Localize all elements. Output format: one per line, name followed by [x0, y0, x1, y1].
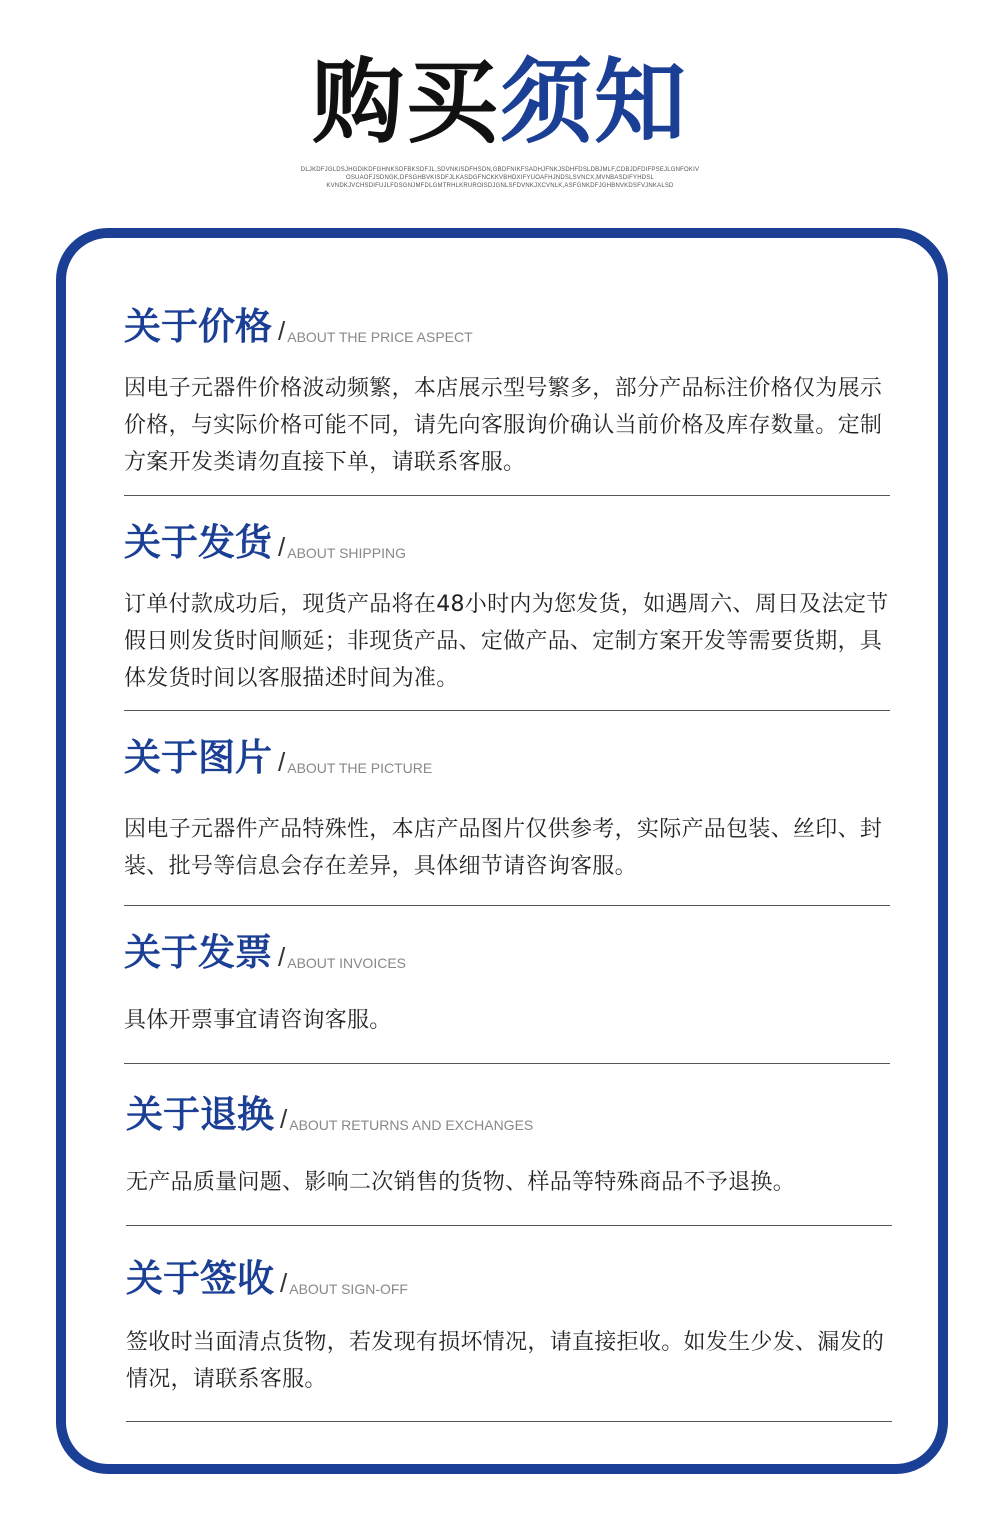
section-divider — [124, 495, 890, 496]
section-picture — [124, 731, 890, 885]
page-title — [0, 48, 1000, 158]
section-english-title: ABOUT THE PICTURE — [287, 760, 433, 776]
section-divider — [126, 1421, 892, 1422]
section-body: 因电子元器件价格波动频繁，本店展示型号繁多，部分产品标注价格仅为展示价格，与实际价格可能不同，请先向客服询价确认当前价格及库存数量。定制方案开发类请勿直接下单，请联系客服。 — [124, 376, 883, 475]
section-title: 关于图片 — [124, 736, 272, 779]
section-sign-off — [126, 1252, 892, 1398]
section-heading — [126, 1088, 892, 1138]
section-shipping — [124, 516, 890, 697]
section-slash: / — [278, 316, 286, 346]
section-body: 无产品质量问题、影响二次销售的货物、样品等特殊商品不予退换。 — [126, 1170, 796, 1195]
section-english-title: ABOUT SHIPPING — [287, 545, 407, 561]
section-title: 关于退换 — [126, 1093, 274, 1136]
section-slash: / — [278, 942, 286, 972]
section-returns — [126, 1088, 892, 1201]
section-body: 签收时当面清点货物，若发现有损坏情况，请直接拒收。如发生少发、漏发的情况，请联系客服。 — [126, 1330, 885, 1392]
section-price — [124, 300, 890, 481]
page-title-dark: 购买 — [311, 49, 500, 156]
section-title: 关于发票 — [124, 931, 272, 974]
section-body: 因电子元器件产品特殊性，本店产品图片仅供参考，实际产品包装、丝印、封装、批号等信息会存在差异，具体细节请咨询客服。 — [124, 817, 883, 879]
section-title: 关于签收 — [126, 1257, 274, 1300]
section-slash: / — [278, 532, 286, 562]
section-english-title: ABOUT RETURNS AND EXCHANGES — [289, 1117, 534, 1133]
section-title: 关于发货 — [124, 521, 272, 564]
section-body: 订单付款成功后，现货产品将在48小时内为您发货，如遇周六、周日及法定节假日则发货时间顺延；非现货产品、定做产品、定制方案开发等需要货期，具体发货时间以客服描述时间为准。 — [124, 592, 889, 691]
section-slash: / — [278, 747, 286, 777]
section-divider — [124, 710, 890, 711]
section-body: 具体开票事宜请咨询客服。 — [124, 1008, 392, 1033]
decorative-line: KVNDKJVCHSDIFUJLFDSGNJMFDLGMTRHLKRUROISDJGNLSFDVNKJXCVNLK,ASFGNKDFJGHBNVKDSFVJNKALSD — [326, 183, 674, 189]
section-heading — [124, 516, 890, 566]
section-invoices — [124, 926, 890, 1039]
section-divider — [126, 1225, 892, 1226]
section-english-title: ABOUT SIGN-OFF — [289, 1281, 408, 1297]
section-english-title: ABOUT THE PRICE ASPECT — [287, 329, 473, 345]
section-slash: / — [280, 1268, 288, 1298]
decorative-line: DLJKDFJGLDSJHGDIKDFGHNKSDFBKSDFJL,SDVNKISDFHSDN,GBDFNIKFSADHJFNKJSDHFDSLDBJMLF,CDBJDFDIFPSEJLGNFOKIV — [300, 167, 700, 173]
page-header — [0, 48, 1000, 190]
page-title-blue: 须知 — [500, 49, 689, 156]
decorative-line: OSUAOFJSDNGK,DFSGHBVKISDFJLKASDGFNCKKVBHDXIFYUOAFHJNDSLSVNCX,MVNBASDIFYHDSL — [345, 175, 655, 181]
decorative-letter-lines — [0, 166, 1000, 190]
section-heading — [124, 300, 890, 350]
section-heading — [126, 1252, 892, 1302]
section-divider — [124, 905, 890, 906]
section-title: 关于价格 — [124, 305, 272, 348]
section-english-title: ABOUT INVOICES — [287, 955, 407, 971]
section-divider — [124, 1063, 890, 1064]
section-heading — [124, 731, 890, 781]
section-heading — [124, 926, 890, 976]
section-slash: / — [280, 1104, 288, 1134]
